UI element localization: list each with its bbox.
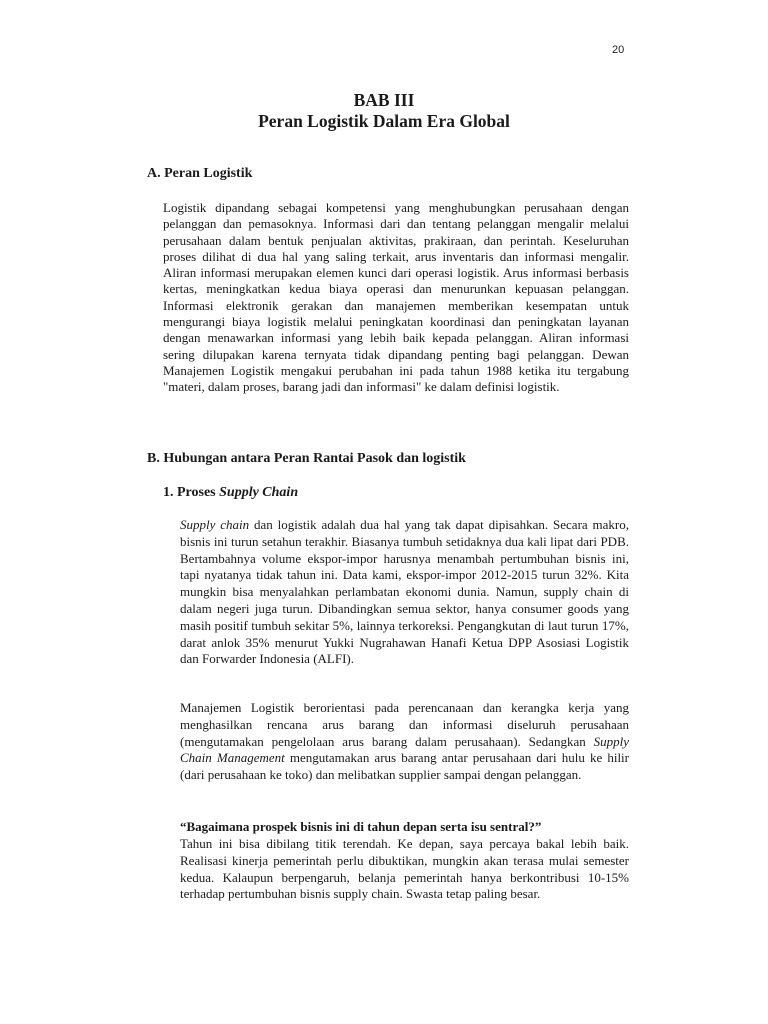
subsection-title-italic: Supply Chain (219, 485, 299, 500)
section-a-heading: A. Peran Logistik (147, 166, 253, 181)
chapter-header (0, 90, 768, 132)
paragraph-1-text: dan logistik adalah dua hal yang tak dapat dipisahkan. Secara makro, bisnis ini turun setahun terakhir. Biasanya tumbuh setidaknya dua kali lipat dari PDB. Bertambahnya volume ekspor-impor harusnya menambah pertumbuhan bisnis ini, tapi nyatanya tidak tahun ini. Data kami, ekspor-impor 2012-2015 turun 32%. Kita mungkin bisa menyalahkan perlambatan ekonomi dunia. Namun, supply chain di dalam negeri juga turun. Dibandingkan semua sektor, hanya consumer goods yang masih positif tumbuh sekitar 5%, lainnya terkoreksi. Pengangkutan di laut turun 17%, darat anlok 35% menurut Yukki Nugrahawan Hanafi Ketua DPP Asosiasi Logistik dan Forwarder Indonesia (ALFI). (180, 517, 630, 667)
section-b-heading: B. Hubungan antara Peran Rantai Pasok dan logistik (147, 451, 466, 466)
subsection-heading (163, 485, 298, 501)
paragraph-2-start: Manajemen Logistik berorientasi pada perencanaan dan kerangka kerja yang menghasilkan rencana arus barang dan informasi diseluruh perusahaan (mengutamakan pengelolaan arus barang dalam perusahaan). Sedangkan (180, 700, 629, 749)
subsection-prefix: 1. Proses (163, 485, 220, 500)
section-b-paragraph-1 (180, 517, 629, 668)
paragraph-2-end: mengutamakan arus barang antar perusahaan dari hulu ke hilir (dari perusahaan ke toko) dan melibatkan supplier sampai dengan pelanggan. (180, 750, 629, 783)
chapter-title: Peran Logistik Dalam Era Global (258, 111, 510, 131)
page-number: 20 (612, 44, 625, 56)
section-b-paragraph-2 (180, 700, 629, 784)
paragraph-1-italic-term: Supply chain (180, 517, 250, 532)
section-a-paragraph: Logistik dipandang sebagai kompetensi yang menghubungkan perusahaan dengan pelanggan dan pemasoknya. Informasi dari dan tentang pelanggan mengalir melalui perusahaan dalam bentuk penjualan aktivitas, prakiraan, dan perintah. Keseluruhan proses dilihat di dua hal yang saling terkait, arus inventaris dan informasi mengalir. Aliran informasi merupakan elemen kunci dari operasi logistik. Arus informasi berbasis kertas, meningkatkan kedua biaya operasi dan menurunkan kepuasan pelanggan. Informasi elektronik gerakan dan manajemen memberikan kesempatan untuk mengurangi biaya logistik melalui peningkatan koordinasi dan peningkatan layanan dengan menawarkan informasi yang lebih baik kepada pelanggan. Aliran informasi sering dilupakan karena ternyata tidak dipandang penting bagi pelanggan. Dewan Manajemen Logistik mengakui perubahan ini pada tahun 1988 ketika itu tergabung "materi, dalam proses, barang jadi dan informasi" ke dalam definisi logistik. (163, 200, 629, 395)
chapter-label: BAB III (353, 90, 415, 110)
paragraph-2-italic-term: Supply Chain Management (180, 733, 629, 766)
interview-question: “Bagaimana prospek bisnis ini di tahun depan serta isu sentral?” (180, 819, 542, 834)
interview-answer: Tahun ini bisa dibilang titik terendah. Ke depan, saya percaya bakal lebih baik. Realisasi kinerja pemerintah perlu dibuktikan, mungkin akan terasa mulai semester kedua. Kalaupun berpengaruh, belanja pemerintah hanya berkontribusi 10-15% terhadap pertumbuhan bisnis supply chain. Swasta tetap paling besar. (180, 836, 629, 902)
